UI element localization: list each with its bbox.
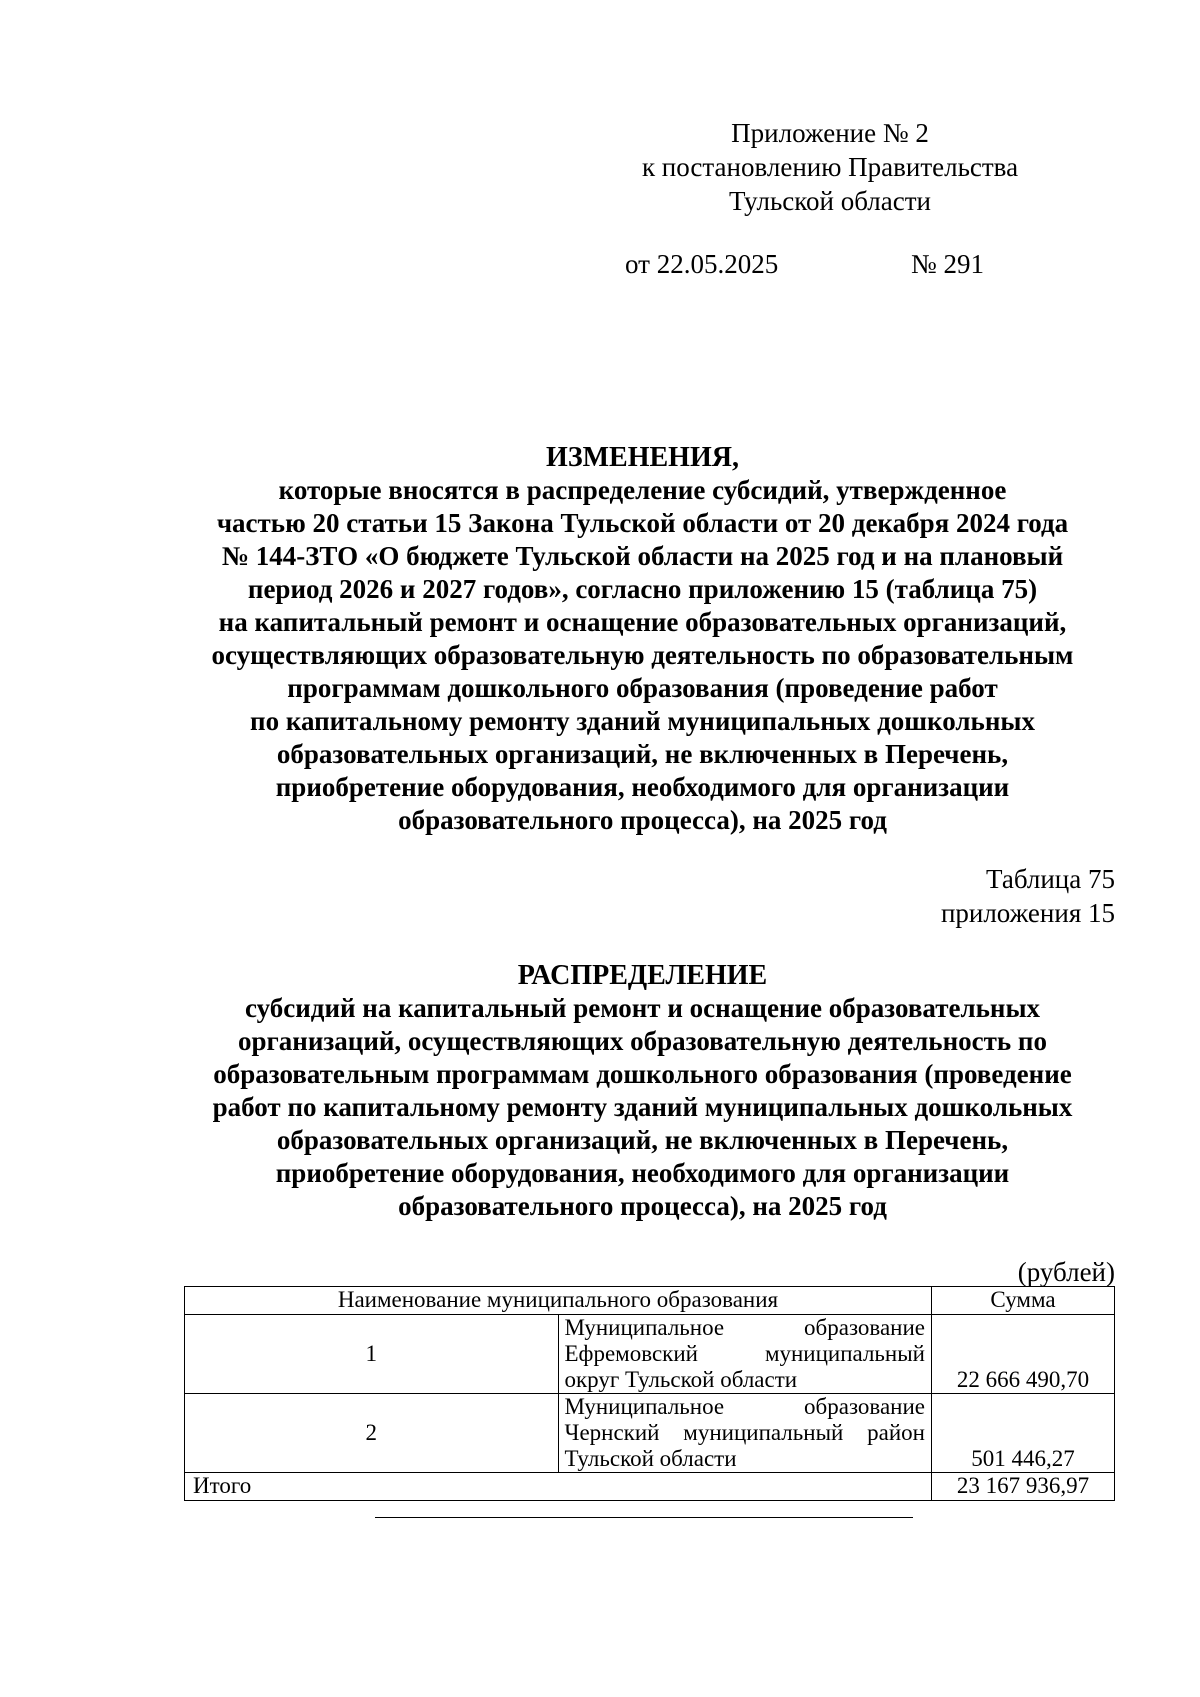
- row-name-line: округ Тульской области: [564, 1367, 798, 1392]
- table-reference: [941, 862, 1115, 930]
- distribution-table: [184, 1286, 1115, 1501]
- heading-line: на капитальный ремонт и оснащение образовательных организаций,: [218, 607, 1067, 637]
- table-appendix: приложения 15: [940, 898, 1115, 928]
- heading-line: работ по капитальному ремонту зданий муниципальных дошкольных: [212, 1092, 1073, 1122]
- row-name-line: Муниципальное образование Чернский муниципальный район: [564, 1394, 925, 1445]
- heading-line: № 144-ЗТО «О бюджете Тульской области на 2025 год и на плановый: [221, 541, 1064, 571]
- total-label: Итого: [185, 1473, 932, 1501]
- appendix-reference: к постановлению Правительства: [641, 152, 1019, 182]
- distribution-title: РАСПРЕДЕЛЕНИЕ: [517, 960, 768, 991]
- changes-heading: [170, 441, 1115, 837]
- heading-line: образовательных организаций, не включенных в Перечень,: [276, 1125, 1009, 1155]
- row-name: [558, 1394, 932, 1473]
- row-number: 2: [185, 1394, 559, 1473]
- changes-title: ИЗМЕНЕНИЯ,: [546, 442, 739, 473]
- total-sum: 23 167 936,97: [932, 1473, 1115, 1501]
- end-divider: [375, 1517, 913, 1518]
- heading-line: программам дошкольного образования (проведение работ: [287, 673, 998, 703]
- row-name: [558, 1315, 932, 1394]
- row-sum: 22 666 490,70: [932, 1315, 1115, 1394]
- appendix-title: Приложение № 2: [731, 118, 929, 148]
- heading-line: образовательным программам дошкольного образования (проведение: [213, 1059, 1072, 1089]
- header-name: Наименование муниципального образования: [185, 1287, 932, 1315]
- heading-line: приобретение оборудования, необходимого для организации: [275, 772, 1010, 802]
- heading-line: организаций, осуществляющих образовательную деятельность по: [238, 1026, 1047, 1056]
- table-row: [185, 1315, 1115, 1394]
- heading-line: образовательного процесса), на 2025 год: [398, 805, 887, 835]
- row-sum: 501 446,27: [932, 1394, 1115, 1473]
- table-row: [185, 1394, 1115, 1473]
- heading-line: образовательных организаций, не включенных в Перечень,: [276, 739, 1009, 769]
- heading-line: осуществляющих образовательную деятельность по образовательным: [211, 640, 1074, 670]
- heading-line: приобретение оборудования, необходимого для организации: [275, 1158, 1010, 1188]
- table-number: Таблица 75: [986, 864, 1115, 894]
- row-name-line: Муниципальное образование Ефремовский муниципальный: [564, 1315, 925, 1366]
- heading-line: субсидий на капитальный ремонт и оснащение образовательных: [244, 993, 1041, 1023]
- table-total-row: [185, 1473, 1115, 1501]
- table-units: (рублей): [1017, 1257, 1115, 1287]
- header-sum: Сумма: [932, 1287, 1115, 1315]
- appendix-block: [600, 116, 1060, 218]
- heading-line: частью 20 статьи 15 Закона Тульской области от 20 декабря 2024 года: [216, 508, 1069, 538]
- row-number: 1: [185, 1315, 559, 1394]
- distribution-heading: [170, 959, 1115, 1223]
- decree-date: от 22.05.2025: [625, 249, 779, 279]
- row-name-line: Тульской области: [564, 1446, 737, 1471]
- appendix-region: Тульской области: [729, 186, 931, 216]
- heading-line: период 2026 и 2027 годов», согласно приложению 15 (таблица 75): [247, 574, 1038, 604]
- heading-line: образовательного процесса), на 2025 год: [398, 1191, 887, 1221]
- decree-number: № 291: [911, 249, 985, 279]
- heading-line: по капитальному ремонту зданий муниципальных дошкольных: [250, 706, 1035, 736]
- heading-line: которые вносятся в распределение субсидий, утвержденное: [278, 475, 1007, 505]
- decree-date-number: [625, 247, 985, 281]
- table-header-row: [185, 1287, 1115, 1315]
